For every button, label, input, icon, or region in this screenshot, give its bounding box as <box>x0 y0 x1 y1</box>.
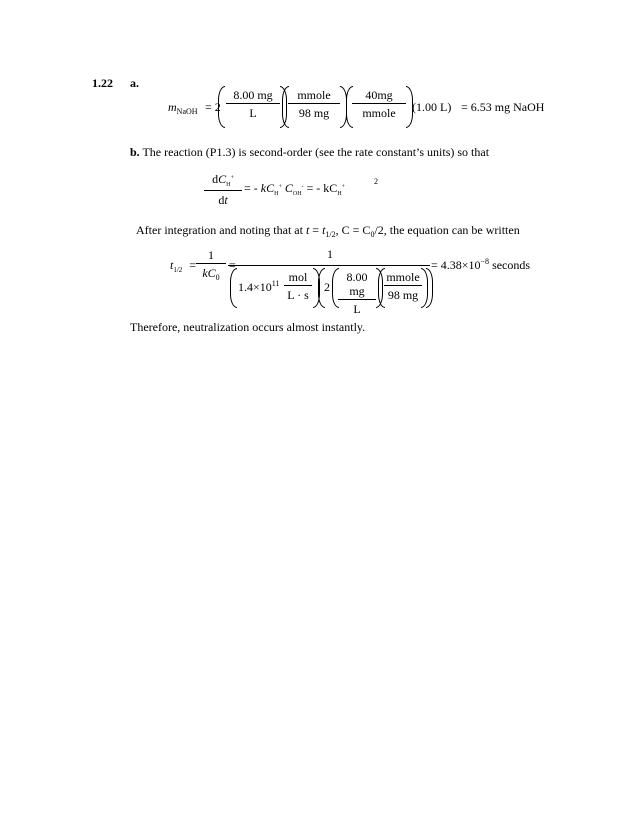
eq3-coefficient: $1.4\times 10^{11}$ <box>238 279 280 294</box>
eq1-volume: (1.00 L) <box>412 100 452 114</box>
eq2-fraction: $dC_H^+$ dt <box>204 172 242 207</box>
eq3-result: = $4.38\times 10^{-8}$ seconds <box>431 257 531 272</box>
eq2-exponent: 2 <box>374 177 378 186</box>
eq1-equals: = 2 <box>205 100 221 114</box>
eq1-lhs-var: $m_{NaOH}$ <box>168 100 198 116</box>
problem-number: 1.22 <box>92 76 113 90</box>
conclusion-text: Therefore, neutralization occurs almost instantly. <box>130 320 366 334</box>
eq1-fraction-2: mmole 98 mg <box>288 88 340 120</box>
eq3-big-numerator: 1 <box>327 247 333 261</box>
eq3-big-bar <box>228 265 430 266</box>
eq3-lhs: $t_{1/2}$ = <box>170 258 197 274</box>
eq3-equals-2: = <box>229 258 236 272</box>
eq3-two: 2 <box>324 280 330 294</box>
eq3-fraction-simple: 1 $kC_0$ <box>196 248 226 282</box>
eq3-fraction-mol: mol L · s <box>284 270 312 302</box>
part-b-text: b. The reaction (P1.3) is second-order (see the rate constant’s units) so that <box>130 145 490 159</box>
eq3-fraction-mmole: mmole 98 mg <box>384 270 422 302</box>
eq3-fraction-mg: 8.00 mg L <box>338 270 376 316</box>
eq1-fraction-1: 8.00 mg L <box>226 88 280 120</box>
integration-text: After integration and noting that at $t = t_{1/2}$, $C = C_0/2$, the equation can be written <box>136 223 520 239</box>
part-a-label: a. <box>130 76 139 90</box>
eq1-fraction-3: 40mg mmole <box>352 88 406 120</box>
eq2-rhs: = - $kC_H^+$ $C_{OH}^-$ = - $kC_H^+$ <box>244 181 346 197</box>
eq1-result: = 6.53 mg NaOH <box>461 100 545 114</box>
